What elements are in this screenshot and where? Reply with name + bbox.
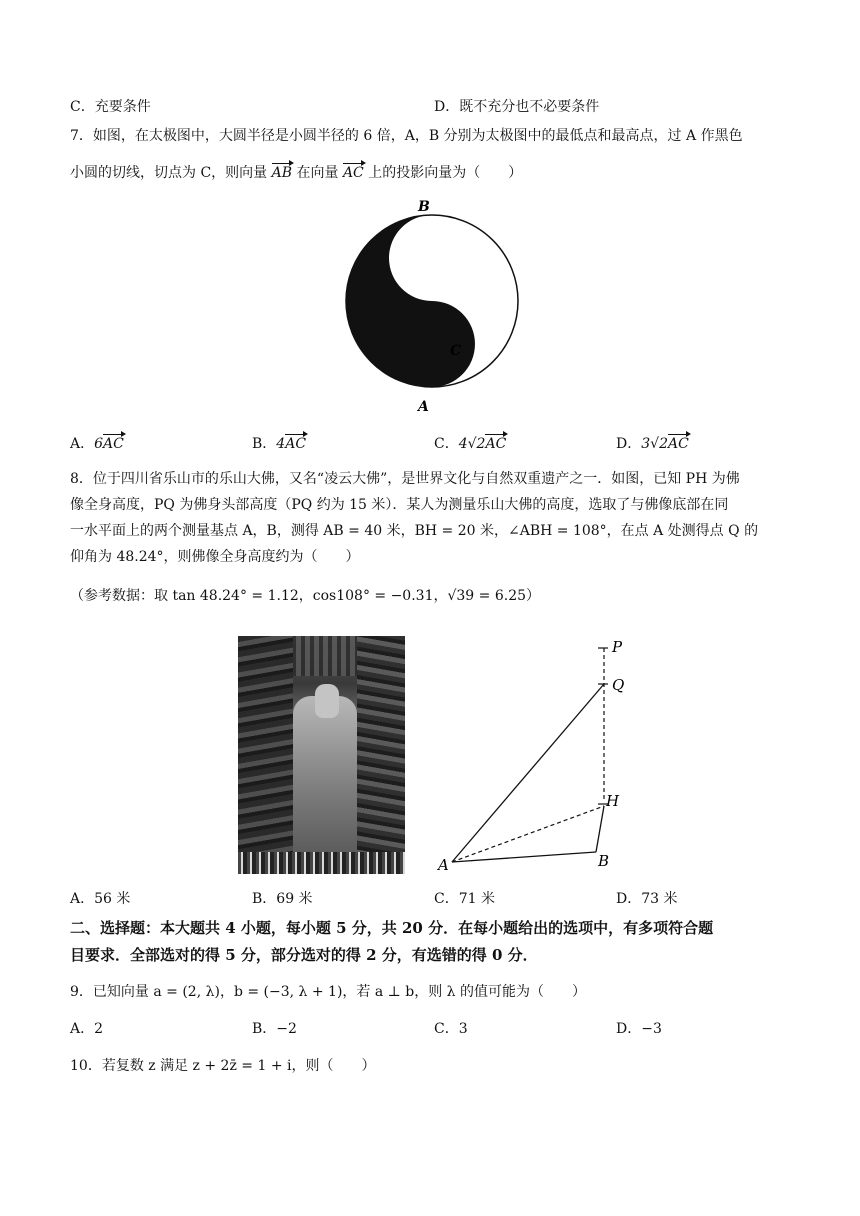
q8-option-a: A．56 米 [70, 891, 131, 907]
label-b: B [598, 852, 610, 870]
q6-option-c: C．充要条件 [70, 99, 151, 115]
q7-option-b [252, 434, 306, 454]
q7-option-c [434, 434, 506, 454]
option-vector: AC [103, 436, 124, 452]
q7-option-a [70, 434, 124, 454]
q10-stem: 10．若复数 z 满足 z + 2z̄ = 1 + i，则（ ） [70, 1058, 376, 1074]
measurement-diagram [430, 630, 640, 880]
q9-option-a: A．2 [70, 1021, 104, 1037]
white-small-circle [415, 240, 449, 274]
label-c: C [450, 343, 462, 359]
section2-heading-line2: 目要求．全部选对的得 5 分，部分选对的得 2 分，有选错的得 0 分． [70, 946, 538, 964]
option-prefix: C． [434, 436, 459, 452]
q8-option-d: D．73 米 [616, 891, 678, 907]
q9-option-b: B．−2 [252, 1021, 297, 1037]
taiji-figure [330, 193, 530, 415]
q9-option-d: D．−3 [616, 1021, 662, 1037]
q7-stem-text-b: 在向量 [296, 165, 339, 181]
q8-option-c: C．71 米 [434, 891, 495, 907]
q8-stem-line2: 像全身高度，PQ 为佛身头部高度（PQ 约为 15 米）．某人为测量乐山大佛的高度，选取了与佛像底部在同 [70, 497, 729, 513]
option-vector: AC [667, 436, 689, 452]
option-vector: AC [485, 436, 507, 452]
q8-reference-data: （参考数据：取 tan 48.24° = 1.12，cos108° = −0.31，√39 = 6.25） [70, 588, 541, 604]
option-prefix: B． [252, 436, 277, 452]
label-h: H [606, 792, 620, 810]
q9-option-c: C．3 [434, 1021, 468, 1037]
option-coef: 3√2 [641, 436, 668, 452]
q8-stem-line4: 仰角为 48.24°，则佛像全身高度约为（ ） [70, 549, 360, 565]
vector-ab: AB [271, 165, 293, 181]
label-a: A [418, 399, 429, 415]
option-prefix: A． [70, 436, 95, 452]
label-q: Q [612, 676, 625, 694]
line-aq [452, 684, 604, 862]
vector-ac: AC [342, 165, 364, 181]
option-coef: 6 [94, 436, 104, 452]
leshan-buddha-photo [238, 636, 405, 874]
q9-stem: 9．已知向量 a = (2, λ)，b = (−3, λ + 1)，若 a ⊥ b，则 λ 的值可能为（ ） [70, 984, 587, 1000]
q8-option-b: B．69 米 [252, 891, 313, 907]
label-p: P [612, 638, 623, 656]
q8-stem-line1: 8．位于四川省乐山市的乐山大佛，又名“凌云大佛”，是世界文化与自然双重遗产之一．如图，已知 PH 为佛 [70, 471, 740, 487]
q8-stem-line3: 一水平面上的两个测量基点 A，B，测得 AB = 40 米，BH = 20 米，∠ABH = 108°，在点 A 处测得点 Q 的 [70, 523, 759, 539]
q7-option-d [616, 434, 689, 454]
option-coef: 4√2 [458, 436, 486, 452]
label-b: B [418, 199, 430, 215]
q7-stem-line1: 7．如图，在太极图中，大圆半径是小圆半径的 6 倍，A，B 分别为太极图中的最低点和最高点，过 A 作黑色 [70, 128, 743, 144]
option-vector: AC [285, 436, 307, 452]
section2-heading-line1: 二、选择题：本大题共 4 小题，每小题 5 分，共 20 分．在每小题给出的选项中，有多项符合题 [70, 919, 714, 937]
q7-stem-line2 [70, 163, 522, 183]
q7-stem-text-a: 小圆的切线，切点为 C，则向量 [70, 165, 268, 181]
option-prefix: D． [616, 436, 642, 452]
q7-stem-text-c: 上的投影向量为（ ） [368, 165, 523, 181]
black-small-circle [415, 328, 449, 362]
label-a: A [438, 856, 449, 874]
q6-option-d: D．既不充分也不必要条件 [434, 99, 600, 115]
line-bh [596, 806, 604, 852]
option-coef: 4 [276, 436, 286, 452]
